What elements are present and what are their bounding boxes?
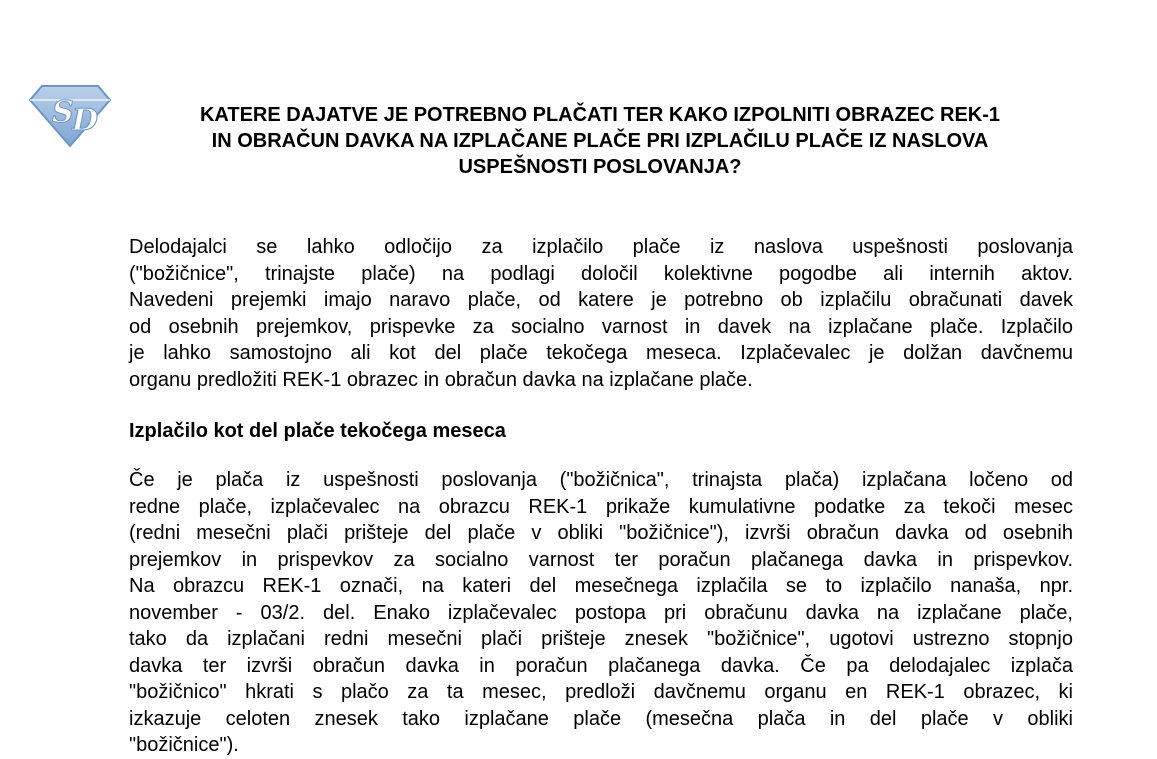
paragraph-line: Če je plača iz uspešnosti poslovanja ("božičnica", trinajsta plača) izplačana ločeno od bbox=[129, 469, 1073, 491]
paragraph-line: ("božičnice", trinajste plače) na podlagi določil kolektivne pogodbe ali internih aktov. bbox=[129, 262, 1073, 285]
section-paragraph bbox=[129, 467, 1073, 759]
paragraph-line: Navedeni prejemki imajo naravo plače, od katere je potrebno ob izplačilu obračunati davek bbox=[129, 289, 1073, 311]
paragraph-line: je lahko samostojno ali kot del plače tekočega meseca. Izplačevalec je dolžan davčnemu bbox=[129, 342, 1073, 364]
intro-paragraph bbox=[129, 234, 1073, 393]
title-line: KATERE DAJATVE JE POTREBNO PLAČATI TER KAKO IZPOLNITI OBRAZEC REK-1 bbox=[199, 104, 1001, 126]
svg-text:D: D bbox=[72, 103, 99, 138]
paragraph-line: redne plače, izplačevalec na obrazcu REK-1 prikaže kumulativne podatke za tekoči mesec bbox=[129, 495, 1073, 518]
title-line: IN OBRAČUN DAVKA NA IZPLAČANE PLAČE PRI IZPLAČILU PLAČE IZ NASLOVA bbox=[211, 130, 989, 152]
paragraph-line: tako da izplačani redni mesečni plači prišteje znesek "božičnice", ugotovi ustrezno stopnjo bbox=[129, 628, 1073, 650]
paragraph-line: (redni mesečni plači prišteje del plače v obliki "božičnice"), izvrši obračun davka od osebnih bbox=[129, 522, 1073, 544]
section-heading: Izplačilo kot del plače tekočega meseca bbox=[129, 420, 506, 442]
paragraph-line: Delodajalci se lahko odločijo za izplačilo plače iz naslova uspešnosti poslovanja bbox=[129, 236, 1073, 258]
paragraph-line: organu predložiti REK-1 obrazec in obračun davka na izplačane plače. bbox=[129, 368, 753, 391]
paragraph-line: izkazuje celoten znesek tako izplačane plače (mesečna plača in del plače v obliki bbox=[129, 707, 1073, 730]
paragraph-line: od osebnih prejemkov, prispevke za socialno varnost in davek na izplačane plače. Izplačilo bbox=[129, 315, 1073, 338]
svg-text:S: S bbox=[52, 95, 74, 130]
paragraph-line: prejemkov in prispevkov za socialno varnost ter poračun plačanega davka in prispevkov. bbox=[129, 548, 1073, 571]
paragraph-line: november - 03/2. del. Enako izplačevalec postopa pri obračunu davka na izplačane plače, bbox=[129, 601, 1073, 624]
paragraph-line: "božičnice"). bbox=[129, 734, 239, 756]
document-title bbox=[120, 102, 1080, 180]
paragraph-line: davka ter izvrši obračun davka in poračun plačanega davka. Če pa delodajalec izplača bbox=[129, 654, 1073, 677]
diamond-logo bbox=[28, 78, 112, 150]
paragraph-line: "božičnico" hkrati s plačo za ta mesec, predloži davčnemu organu en REK-1 obrazec, ki bbox=[129, 681, 1073, 703]
title-line: USPEŠNOSTI POSLOVANJA? bbox=[458, 156, 742, 178]
paragraph-line: Na obrazcu REK-1 označi, na kateri del mesečnega izplačila se to izplačilo nanaša, npr. bbox=[129, 575, 1073, 597]
